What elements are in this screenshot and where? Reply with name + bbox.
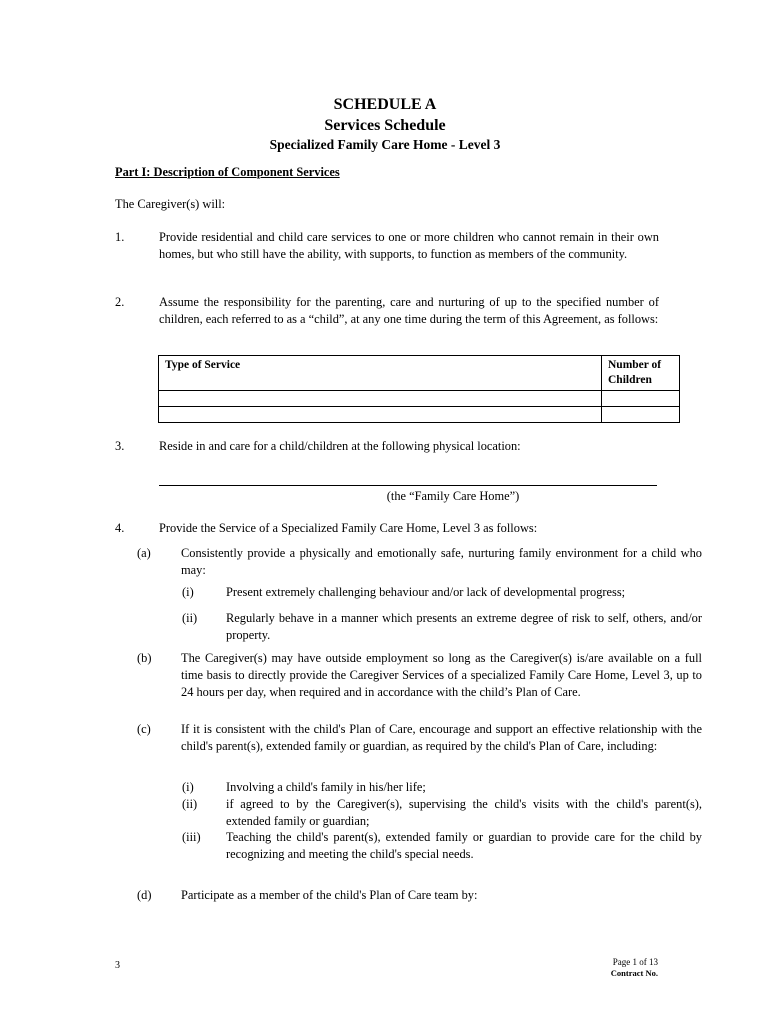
- sub-sub-label: (iii): [182, 830, 201, 844]
- item-text: Reside in and care for a child/children at the following physical location:: [159, 439, 521, 453]
- page-number: Page 1 of 13: [612, 957, 658, 967]
- contract-number: Contract No.: [610, 968, 658, 978]
- sub-sub-item: [182, 779, 702, 796]
- sub-sub-item: [182, 584, 702, 601]
- sub-text: Participate as a member of the child's Plan of Care team by:: [181, 888, 478, 902]
- footer-page-marker: 3: [115, 960, 120, 971]
- sub-sub-label: (ii): [182, 797, 198, 811]
- schedule-title: SCHEDULE A: [333, 96, 437, 113]
- sub-sub-label: (i): [182, 780, 194, 794]
- sub-label: (a): [137, 546, 151, 560]
- sub-item: [137, 887, 702, 904]
- sub-text: If it is consistent with the child's Plan of Care, encourage and support an effective relationship with the child's parent(s), extended family or guardian, as required by the child's Plan of Care, including:: [181, 722, 702, 753]
- sub-label: (d): [137, 888, 152, 902]
- sub-sub-item: [182, 829, 702, 863]
- signature-line: [159, 485, 657, 486]
- sub-sub-label: (ii): [182, 611, 198, 625]
- sub-label: (b): [137, 651, 152, 665]
- schedule-subtitle: Services Schedule: [324, 117, 446, 134]
- program-title: Specialized Family Care Home - Level 3: [269, 137, 501, 152]
- part-heading: Part I: Description of Component Services: [115, 165, 340, 179]
- sub-sub-item: [182, 610, 702, 644]
- col-number-of-children: Number of Children: [602, 356, 680, 391]
- sub-sub-text: Involving a child's family in his/her life;: [226, 780, 426, 794]
- sub-label: (c): [137, 722, 151, 736]
- table-cell: [159, 407, 602, 423]
- intro-text: The Caregiver(s) will:: [115, 197, 226, 211]
- sub-sub-text: Present extremely challenging behaviour and/or lack of developmental progress;: [226, 585, 626, 599]
- sub-text: The Caregiver(s) may have outside employment so long as the Caregiver(s) is/are available on a full time basis to directly provide the Caregiver Services of a specialized Family Care Home, Level 3, up to 24 hours per day, when required and in accordance with the child’s Plan of Care.: [181, 651, 702, 699]
- item-number: 1.: [115, 230, 125, 244]
- item-text: Assume the responsibility for the parenting, care and nurturing of up to the specified number of children, each referred to as a “child”, at any one time during the term of this Agreement, as follows:: [159, 295, 659, 326]
- sub-sub-item: [182, 796, 702, 830]
- item-number: 3.: [115, 439, 125, 453]
- item-text: Provide the Service of a Specialized Family Care Home, Level 3 as follows:: [159, 521, 538, 535]
- sub-item: [137, 650, 702, 701]
- table-cell: [159, 391, 602, 407]
- item-text: Provide residential and child care services to one or more children who cannot remain in their own homes, but who still have the ability, with supports, to function as members of the community.: [159, 230, 659, 261]
- item-number: 4.: [115, 521, 125, 535]
- sub-sub-text: Regularly behave in a manner which presents an extreme degree of risk to self, others, and/or property.: [226, 611, 702, 642]
- sub-text: Consistently provide a physically and emotionally safe, nurturing family environment for a child who may:: [181, 546, 702, 577]
- sub-sub-text: Teaching the child's parent(s), extended family or guardian to provide care for the child by recognizing and meeting the child's special needs.: [226, 830, 702, 861]
- table-cell: [602, 407, 680, 423]
- table-row: [159, 407, 680, 423]
- sub-item: [137, 545, 702, 579]
- item-number: 2.: [115, 295, 125, 309]
- table-row: [159, 391, 680, 407]
- sub-item: [137, 721, 702, 755]
- service-table: [158, 355, 680, 423]
- table-header-row: [159, 356, 680, 391]
- col-type-of-service: Type of Service: [159, 356, 602, 391]
- table-cell: [602, 391, 680, 407]
- family-care-home-label: (the “Family Care Home”): [386, 489, 520, 503]
- sub-sub-label: (i): [182, 585, 194, 599]
- sub-sub-text: if agreed to by the Caregiver(s), supervising the child's visits with the child's parent(s), extended family or guardian;: [226, 797, 702, 828]
